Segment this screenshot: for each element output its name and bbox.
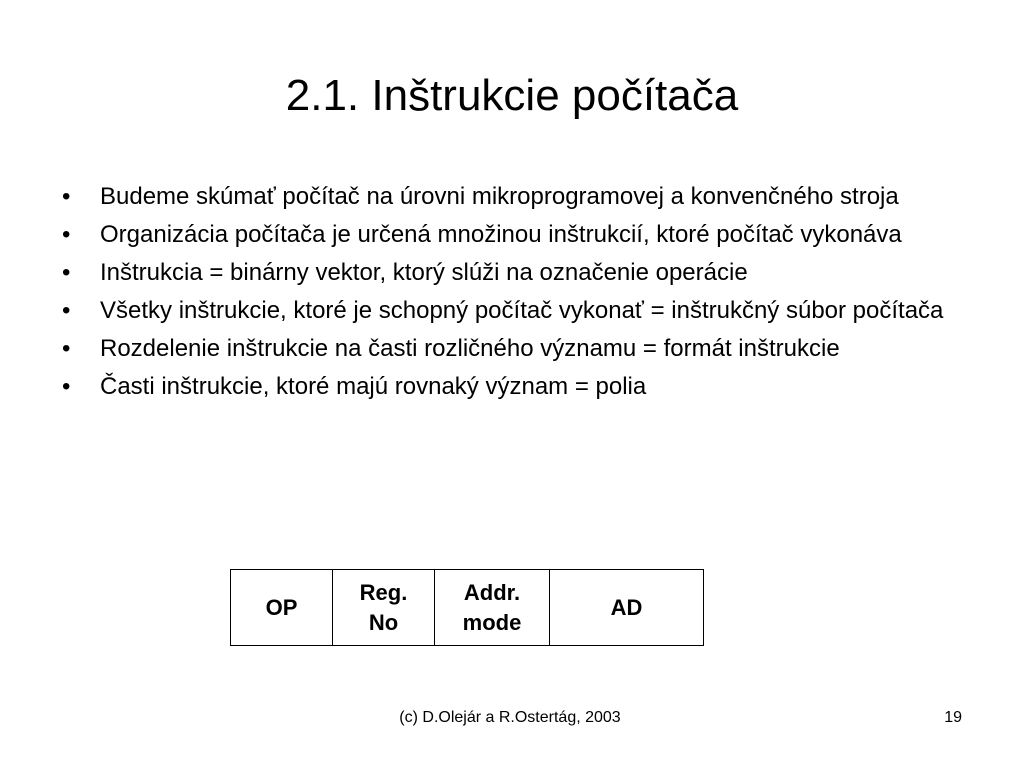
field-label: OP <box>265 594 298 620</box>
bullet-text: Inštrukcia = binárny vektor, ktorý slúži na označenie operácie <box>100 259 748 286</box>
bullet-text: Všetky inštrukcie, ktoré je schopný počítač vykonať = inštrukčný súbor počítača <box>100 297 944 324</box>
bullet-item <box>62 334 962 364</box>
field-addr-mode <box>435 570 550 646</box>
field-label: Addr. <box>463 579 521 605</box>
bullet-text: Organizácia počítača je určená množinou inštrukcií, ktoré počítač vykonáva <box>100 221 902 248</box>
bullet-marker: • <box>62 373 71 400</box>
table-row <box>231 570 704 646</box>
field-op <box>231 570 333 646</box>
page-number: 19 <box>944 709 962 726</box>
footer-credit: (c) D.Olejár a R.Ostertág, 2003 <box>399 709 621 726</box>
field-ad <box>550 570 704 646</box>
field-label: No <box>368 609 399 635</box>
bullet-marker: • <box>62 221 71 248</box>
slide-title: 2.1. Inštrukcie počítača <box>285 71 739 120</box>
bullet-list <box>62 182 962 410</box>
field-label: AD <box>610 594 643 620</box>
bullet-text: Časti inštrukcie, ktoré majú rovnaký význam = polia <box>100 373 647 400</box>
bullet-text: Rozdelenie inštrukcie na časti rozličného významu = formát inštrukcie <box>100 335 840 362</box>
bullet-marker: • <box>62 259 71 286</box>
bullet-item <box>62 296 962 326</box>
bullet-marker: • <box>62 297 71 324</box>
field-label: Reg. <box>359 579 408 605</box>
bullet-item <box>62 258 962 288</box>
bullet-item <box>62 220 962 250</box>
bullet-marker: • <box>62 183 71 210</box>
bullet-item <box>62 372 962 402</box>
instruction-format-table <box>230 569 704 646</box>
bullet-marker: • <box>62 335 71 362</box>
bullet-item <box>62 182 962 212</box>
bullet-text: Budeme skúmať počítač na úrovni mikroprogramovej a konvenčného stroja <box>100 183 899 210</box>
field-label: mode <box>462 609 522 635</box>
field-reg-no <box>333 570 435 646</box>
